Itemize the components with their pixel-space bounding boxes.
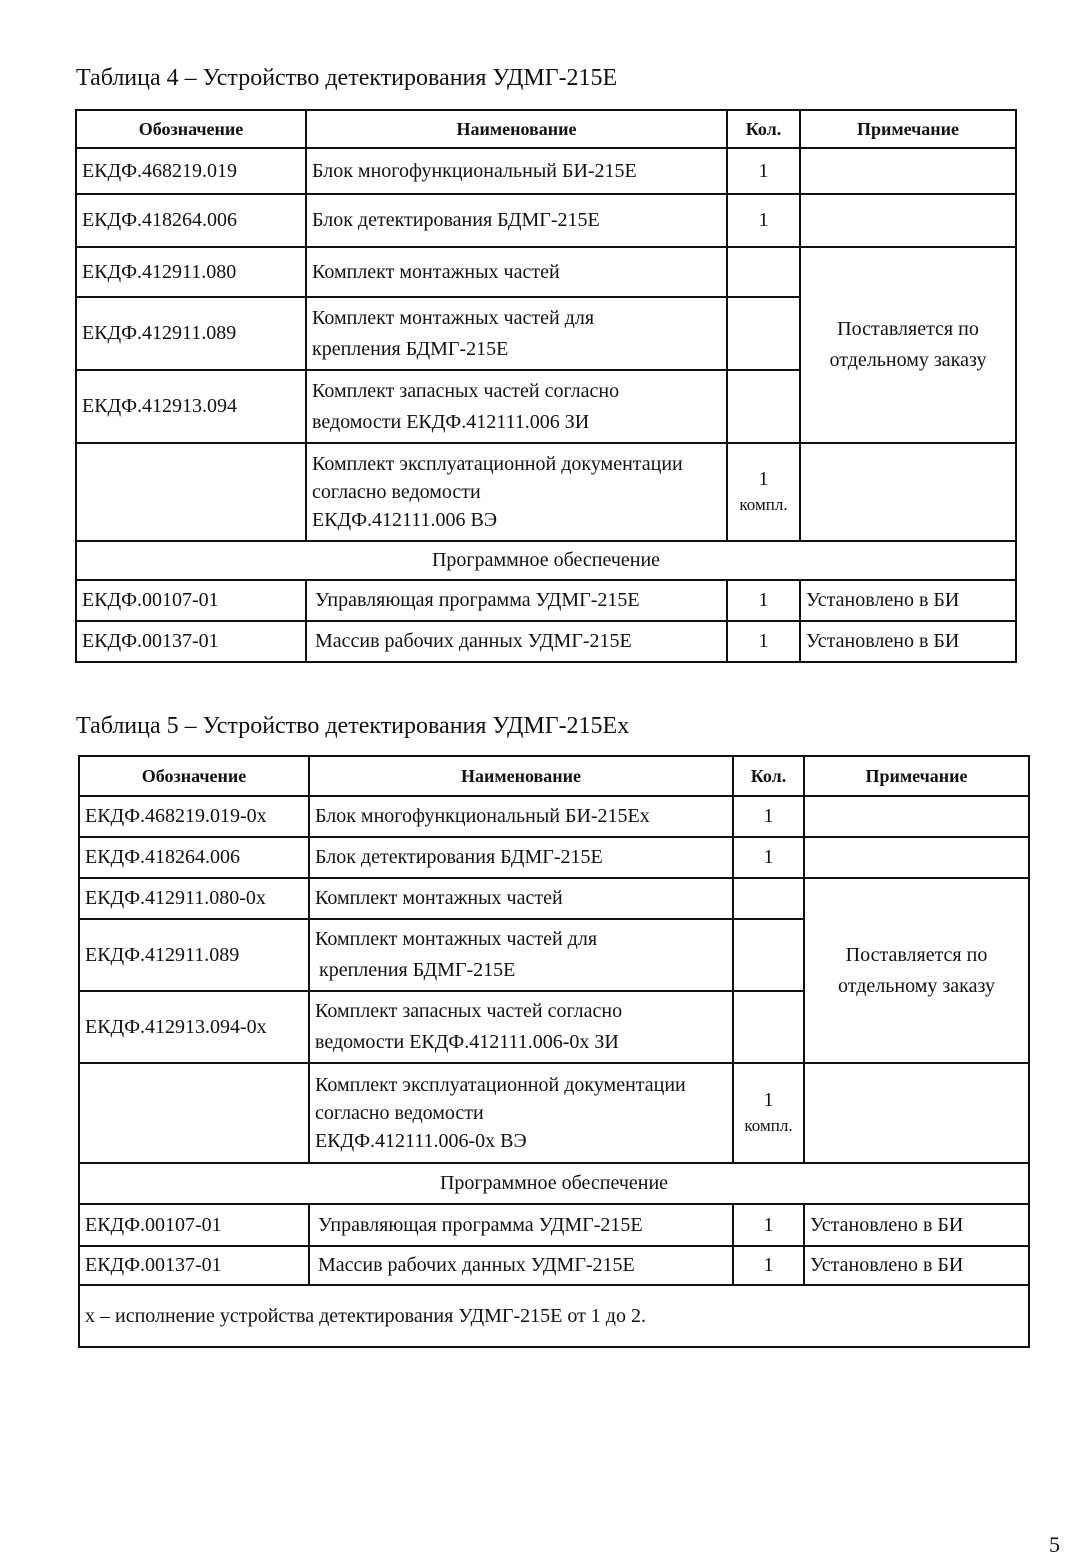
cell-name-line: Комплект монтажных частей для (312, 306, 595, 329)
table4-header-row (76, 110, 1016, 148)
col-header-note: Примечание (800, 110, 1016, 148)
cell-name-line: крепления БДМГ-215Е (319, 959, 516, 981)
cell-qty: 1 (733, 796, 804, 837)
table-row (79, 837, 1029, 878)
col-header-qty: Кол. (733, 756, 804, 796)
page-number: 5 (1049, 1532, 1060, 1557)
cell-name-line: Комплект запасных частей согласно (312, 379, 620, 402)
merged-note-cell (804, 878, 1029, 1063)
table5 (78, 755, 1030, 1348)
qty-unit: компл. (739, 495, 788, 514)
cell-code: ЕКДФ.412913.094 (76, 370, 306, 443)
cell-qty (727, 297, 800, 370)
cell-code: ЕКДФ.468219.019-0х (79, 796, 309, 837)
col-header-designation: Обозначение (76, 110, 306, 148)
table-row (76, 621, 1016, 662)
cell-name: Массив рабочих данных УДМГ-215Е (306, 621, 727, 662)
cell-qty (727, 247, 800, 297)
cell-note: Установлено в БИ (804, 1246, 1029, 1285)
table-row (76, 247, 1016, 297)
cell-note (804, 1063, 1029, 1163)
cell-note (804, 796, 1029, 837)
col-header-note: Примечание (804, 756, 1029, 796)
table-row (79, 796, 1029, 837)
cell-name-line: Комплект эксплуатационной документации (315, 1074, 686, 1096)
cell-code: ЕКДФ.418264.006 (76, 194, 306, 247)
cell-qty: 1 (727, 580, 800, 621)
qty-value: 1 (763, 1089, 774, 1111)
cell-name-line: согласно ведомости (315, 1102, 484, 1124)
section-row (76, 541, 1016, 580)
table-row (76, 443, 1016, 541)
cell-code: ЕКДФ.412911.080-0х (79, 878, 309, 919)
cell-name-line: согласно ведомости (312, 481, 481, 503)
table-row (79, 878, 1029, 919)
cell-name: Блок детектирования БДМГ-215Е (309, 837, 733, 878)
cell-code: ЕКДФ.418264.006 (79, 837, 309, 878)
cell-code: ЕКДФ.00137-01 (79, 1246, 309, 1285)
cell-name (309, 1063, 733, 1163)
cell-qty (727, 443, 800, 541)
cell-qty: 1 (733, 837, 804, 878)
cell-code: ЕКДФ.468219.019 (76, 148, 306, 194)
table5-header-row (79, 756, 1029, 796)
cell-name: Управляющая программа УДМГ-215Е (309, 1204, 733, 1246)
merged-note-line: Поставляется по (845, 943, 988, 966)
cell-code: ЕКДФ.412911.089 (76, 297, 306, 370)
cell-name-line: Комплект эксплуатационной документации (312, 453, 683, 475)
cell-note: Установлено в БИ (800, 580, 1016, 621)
col-header-name: Наименование (306, 110, 727, 148)
section-heading: Программное обеспечение (79, 1163, 1029, 1204)
cell-note (800, 194, 1016, 247)
cell-name-line: Комплект запасных частей согласно (315, 1000, 623, 1022)
cell-code: ЕКДФ.412913.094-0х (79, 991, 309, 1063)
qty-unit: компл. (744, 1116, 793, 1135)
cell-qty: 1 (733, 1204, 804, 1246)
col-header-name: Наименование (309, 756, 733, 796)
cell-name-line: ведомости ЕКДФ.412111.006 ЗИ (312, 410, 590, 433)
cell-note (804, 837, 1029, 878)
cell-name (306, 297, 727, 370)
footnote: х – исполнение устройства детектирования УДМГ-215Е от 1 до 2. (79, 1285, 1029, 1347)
cell-name-line: крепления БДМГ-215Е (312, 337, 509, 360)
cell-code (76, 443, 306, 541)
cell-name: Комплект монтажных частей (306, 247, 727, 297)
qty-value: 1 (758, 468, 769, 490)
cell-name: Блок многофункциональный БИ-215Ех (309, 796, 733, 837)
cell-name: Комплект монтажных частей (309, 878, 733, 919)
cell-name: Блок детектирования БДМГ-215Е (306, 194, 727, 247)
cell-note (800, 148, 1016, 194)
cell-qty: 1 (733, 1246, 804, 1285)
cell-name (309, 991, 733, 1063)
cell-note: Установлено в БИ (800, 621, 1016, 662)
cell-name: Управляющая программа УДМГ-215Е (306, 580, 727, 621)
cell-qty (733, 878, 804, 919)
cell-name-line: ЕКДФ.412111.006-0х ВЭ (315, 1130, 527, 1152)
merged-note-line: Поставляется по (837, 318, 979, 340)
table-row (76, 148, 1016, 194)
col-header-designation: Обозначение (79, 756, 309, 796)
cell-code: ЕКДФ.412911.089 (79, 919, 309, 991)
table-row (76, 580, 1016, 621)
table4-caption: Таблица 4 – Устройство детектирования УДМГ-215Е (76, 65, 618, 91)
section-row (79, 1163, 1029, 1204)
table-row (79, 1063, 1029, 1163)
cell-qty (733, 919, 804, 991)
footnote-row (79, 1285, 1029, 1347)
table5-caption: Таблица 5 – Устройство детектирования УДМГ-215Ех (76, 713, 630, 739)
cell-qty (733, 1063, 804, 1163)
cell-code (79, 1063, 309, 1163)
cell-code: ЕКДФ.00107-01 (79, 1204, 309, 1246)
cell-name-line: Комплект монтажных частей для (315, 928, 598, 950)
merged-note-cell (800, 247, 1016, 443)
cell-qty: 1 (727, 194, 800, 247)
cell-code: ЕКДФ.00107-01 (76, 580, 306, 621)
col-header-qty: Кол. (727, 110, 800, 148)
table-row (79, 1246, 1029, 1285)
cell-name-line: ЕКДФ.412111.006 ВЭ (312, 509, 498, 531)
cell-name-line: ведомости ЕКДФ.412111.006-0х ЗИ (315, 1031, 619, 1053)
cell-code: ЕКДФ.412911.080 (76, 247, 306, 297)
merged-note-line: отдельному заказу (838, 974, 995, 997)
cell-qty (733, 991, 804, 1063)
merged-note-line: отдельному заказу (829, 349, 987, 371)
cell-note: Установлено в БИ (804, 1204, 1029, 1246)
cell-qty: 1 (727, 621, 800, 662)
section-heading: Программное обеспечение (76, 541, 1016, 580)
cell-note (800, 443, 1016, 541)
cell-qty: 1 (727, 148, 800, 194)
cell-name: Массив рабочих данных УДМГ-215Е (309, 1246, 733, 1285)
cell-qty (727, 370, 800, 443)
cell-name (306, 443, 727, 541)
cell-code: ЕКДФ.00137-01 (76, 621, 306, 662)
cell-name (306, 370, 727, 443)
table-row (76, 194, 1016, 247)
table-row (79, 1204, 1029, 1246)
cell-name: Блок многофункциональный БИ-215Е (306, 148, 727, 194)
cell-name (309, 919, 733, 991)
table4 (75, 109, 1017, 663)
